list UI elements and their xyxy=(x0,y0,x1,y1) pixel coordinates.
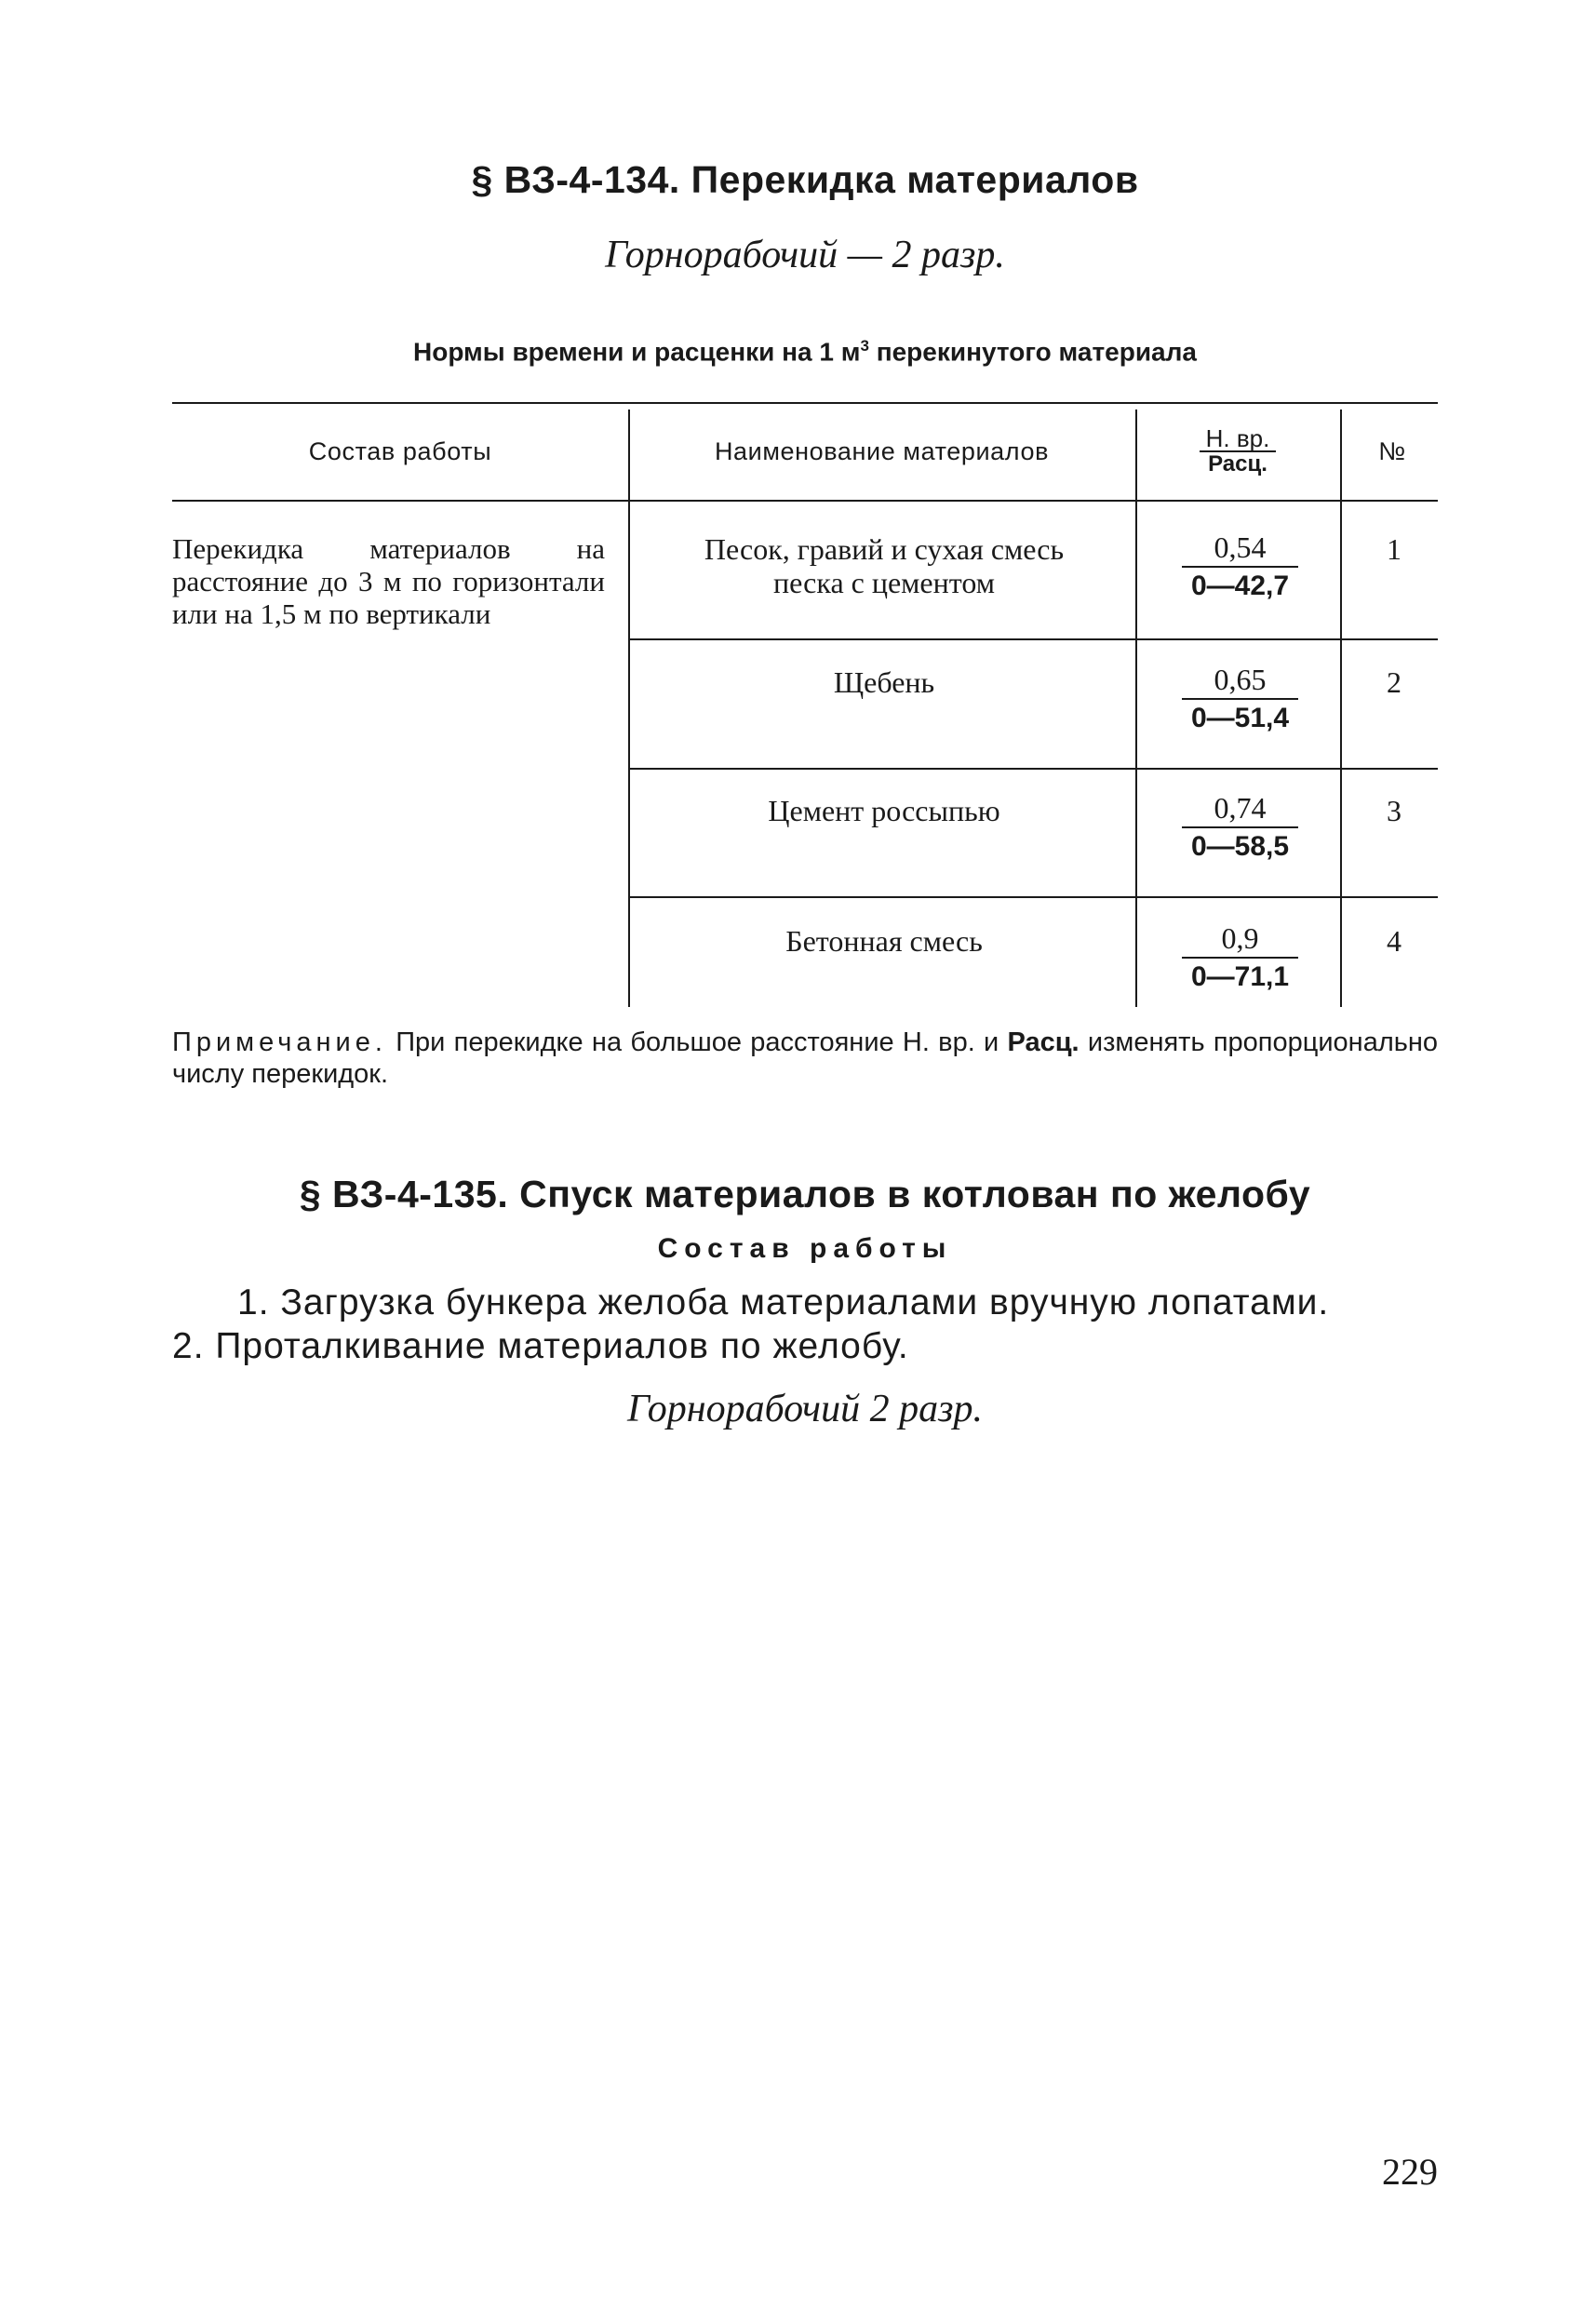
worker-grade-134: Горнорабочий — 2 разр. xyxy=(605,234,1005,276)
header-number: № xyxy=(1378,437,1406,465)
col-divider-1 xyxy=(628,409,630,1007)
col-divider-2 xyxy=(1135,409,1137,1007)
row-divider-3 xyxy=(628,896,1438,898)
norm-time-value: 0,9 xyxy=(1182,921,1298,959)
norm-rate-4 xyxy=(1173,921,1308,996)
row-number-1: 1 xyxy=(1387,532,1402,566)
section-title-134: § ВЗ-4-134. Перекидка материалов xyxy=(471,158,1139,201)
work-step-2: 2. Проталкивание материалов по желобу. xyxy=(172,1326,909,1366)
caption-text-end: перекинутого материала xyxy=(868,337,1197,367)
norm-rate-1 xyxy=(1173,530,1308,605)
note-bold-term: Расц. xyxy=(1007,1027,1080,1057)
header-norm-fraction xyxy=(1177,426,1298,477)
material-cement-bulk: Цемент россыпью xyxy=(768,794,1000,827)
work-step-1: 1. Загрузка бункера желоба материалами вручную лопатами. xyxy=(237,1282,1330,1322)
norm-rate-3 xyxy=(1173,791,1308,866)
work-composition-heading: Состав работы xyxy=(657,1233,953,1264)
norm-time-value: 0,65 xyxy=(1182,663,1298,700)
material-line: песка с цементом xyxy=(773,566,995,599)
row-divider-2 xyxy=(628,768,1438,770)
norm-time-value: 0,74 xyxy=(1182,791,1298,828)
row-number-3: 3 xyxy=(1387,794,1402,827)
header-rate: Расц. xyxy=(1208,451,1267,477)
note-lead: Примечание. xyxy=(172,1027,387,1057)
rate-value: 0—58,5 xyxy=(1190,831,1290,862)
caption-superscript: 3 xyxy=(860,337,869,355)
worker-grade-135: Горнорабочий 2 разр. xyxy=(627,1388,983,1430)
row-divider-1 xyxy=(628,638,1438,640)
caption-text-start: Нормы времени и расценки на 1 м xyxy=(413,337,861,367)
table-caption xyxy=(172,337,1438,367)
header-norm-time: Н. вр. xyxy=(1200,426,1276,452)
material-sand-gravel xyxy=(633,532,1135,599)
header-work: Состав работы xyxy=(308,437,492,465)
header-materials: Наименование материалов xyxy=(714,437,1050,465)
material-crushed-stone: Щебень xyxy=(833,665,935,699)
header-bottom-rule xyxy=(172,500,1438,502)
row-number-4: 4 xyxy=(1387,924,1402,958)
work-description: Перекидка материалов на расстояние до 3 м по горизонтали или на 1,5 м по вертикали xyxy=(172,532,605,630)
norms-table xyxy=(172,402,1438,1007)
table-note xyxy=(172,1027,1438,1090)
rate-value: 0—42,7 xyxy=(1190,571,1290,601)
col-divider-3 xyxy=(1340,409,1342,1007)
row-number-2: 2 xyxy=(1387,665,1402,699)
norm-time-value: 0,54 xyxy=(1182,530,1298,568)
norm-rate-2 xyxy=(1173,663,1308,737)
rate-value: 0—71,1 xyxy=(1190,961,1290,992)
document-page xyxy=(172,0,1438,2309)
note-text-end: изменять пропорционально числу перекидок. xyxy=(172,1027,1439,1089)
section-title-135: § ВЗ-4-135. Спуск материалов в котлован по желобу xyxy=(299,1173,1311,1215)
material-concrete-mix: Бетонная смесь xyxy=(785,924,983,958)
note-text: При перекидке на большое расстояние Н. вр. и xyxy=(386,1027,1008,1057)
table-top-rule xyxy=(172,402,1438,404)
page-number: 229 xyxy=(1382,2151,1438,2193)
rate-value: 0—51,4 xyxy=(1190,703,1290,733)
material-line: Песок, гравий и сухая смесь xyxy=(704,532,1065,566)
